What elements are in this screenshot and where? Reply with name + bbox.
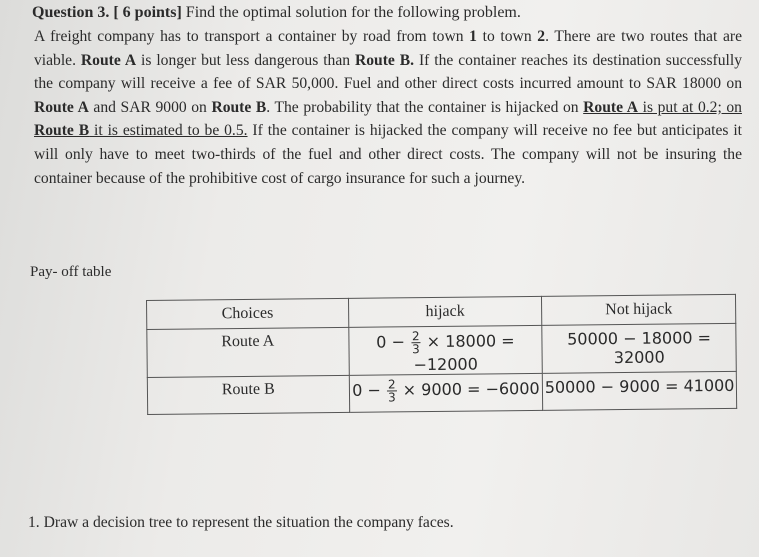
text-s8: If the container is hijacked the company will receive no fee but anticipates it will only have to meet two-thirds of the fuel and other direct costs. The company will not be insuring the container because of the prohibitive cost of cargo insurance for such a journey. — [34, 122, 742, 187]
formula-prefix: 0 − — [376, 332, 406, 352]
route-a-bold-3: Route A — [583, 98, 639, 116]
not-hijack-cell — [542, 323, 736, 373]
hijack-cell — [348, 325, 542, 375]
fraction-den: 3 — [412, 342, 420, 357]
text-s1-end: . There are two routes that are viable. — [34, 28, 742, 69]
text-s2: is longer but less dangerous than — [136, 51, 355, 69]
header-not-hijack: Not hijack — [542, 294, 736, 325]
table-row — [147, 371, 736, 414]
town-1: 1 — [469, 28, 477, 45]
question-heading — [32, 4, 521, 22]
text-s7: it is estimated to be 0.5. — [89, 122, 248, 140]
problem-paragraph — [34, 25, 742, 190]
fraction-num: 2 — [411, 329, 420, 344]
formula-suffix: × 18000 = −12000 — [413, 331, 515, 375]
route-a-bold: Route A — [80, 51, 137, 69]
not-hijack-route-b: 50000 − 9000 = 41000 — [544, 375, 735, 397]
choice-cell — [147, 375, 349, 414]
question-points: [ 6 points] — [113, 4, 182, 21]
text-s3: If the container reaches its destination successfully the company will receive a fee of SAR 50,000. Fuel and other direct costs incurred amount to SAR 18000 on — [34, 51, 743, 93]
not-hijack-cell — [543, 371, 737, 410]
payoff-table — [146, 294, 737, 415]
payoff-table-label: Pay- off table — [30, 264, 112, 280]
route-a-bold-2: Route A — [34, 98, 89, 116]
task-1-number: 1. — [28, 514, 40, 531]
task-1-text: Draw a decision tree to represent the situation the company faces. — [43, 514, 454, 531]
text-s1: A freight company has to transport a container by road from town — [34, 28, 470, 45]
hijack-formula-b — [352, 377, 540, 404]
choice-cell — [147, 327, 349, 377]
route-b-bold-2: Route B — [211, 98, 267, 116]
question-label: Question 3. — [32, 4, 110, 21]
fraction-den: 3 — [388, 390, 396, 405]
formula-suffix: × 9000 = −6000 — [402, 378, 540, 400]
text-s6: is put at 0.2; on — [638, 98, 742, 116]
header-choices: Choices — [147, 298, 349, 329]
text-s5: . The probability that the container is hijacked on — [266, 98, 584, 116]
table-row — [147, 323, 736, 377]
route-b-bold-3: Route B — [34, 122, 90, 140]
header-hijack: hijack — [348, 296, 542, 327]
fraction-num: 2 — [387, 377, 396, 392]
question-prompt: Find the optimal solution for the following problem. — [185, 4, 521, 21]
not-hijack-route-a: 50000 − 18000 = 32000 — [567, 328, 712, 368]
text-s4: and SAR 9000 on — [88, 98, 212, 116]
hijack-formula-a — [349, 329, 542, 375]
choice-route-b: Route B — [221, 380, 275, 399]
fraction — [411, 330, 421, 355]
route-b-bold: Route B. — [354, 51, 415, 69]
text-s1-mid: to town — [476, 28, 538, 45]
hijack-cell — [349, 373, 543, 412]
fraction — [387, 378, 397, 403]
problem-text — [34, 25, 742, 190]
choice-route-a: Route A — [221, 332, 275, 351]
formula-prefix: 0 − — [352, 380, 382, 400]
town-2: 2 — [537, 28, 546, 45]
task-1 — [28, 514, 454, 532]
